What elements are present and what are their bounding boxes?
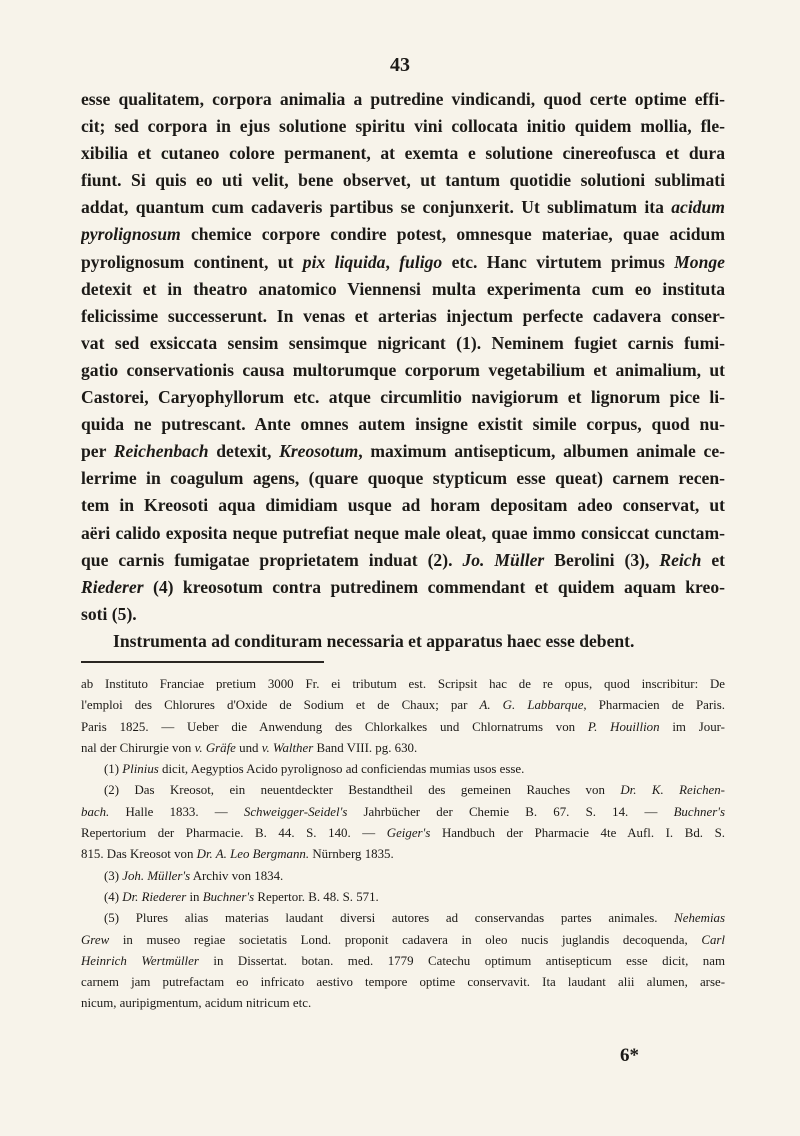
emphasis: fuligo bbox=[399, 251, 443, 272]
footnote-line: Repertorium der Pharmacie. B. 44. S. 140. — Geiger's Handbuch der Pharmacie 4te Aufl. I. Bd. S. bbox=[81, 826, 725, 841]
text-line: per Reichenbach detexit, Kreosotum, maximum antisepticum, albumen animale ce- bbox=[81, 441, 725, 462]
text-line: lerrime in coagulum agens, (quare quoque stypticum esse queat) carnem recen- bbox=[81, 468, 725, 489]
emphasis: Schweigger-Seidel's bbox=[243, 804, 348, 819]
footnote-line: (2) Das Kreosot, ein neuentdeckter Bestandtheil des gemeinen Rauches von Dr. K. Reichen- bbox=[104, 783, 725, 798]
text-line: Riederer (4) kreosotum contra putredinem commendant et quidem aquam kreo- bbox=[81, 576, 725, 597]
emphasis: Joh. Müller's bbox=[122, 868, 191, 883]
text-line: vat sed exsiccata sensim sensimque nigricant (1). Neminem fugiet carnis fumi- bbox=[81, 332, 725, 353]
emphasis: Geiger's bbox=[386, 826, 431, 841]
text-line: felicissime successerunt. In venas et arterias injectum perfecte cadavera conser- bbox=[81, 305, 725, 326]
footnote-line: l'emploi des Chlorures d'Oxide de Sodium et de Chaux; par A. G. Labbarque, Pharmacien de Paris. bbox=[81, 698, 725, 713]
emphasis: Plinius bbox=[122, 762, 159, 777]
footnote-line: ab Instituto Franciae pretium 3000 Fr. ei tributum est. Scripsit hac de re opus, quod inscribitur: De bbox=[81, 677, 725, 691]
emphasis: acidum bbox=[671, 197, 725, 218]
emphasis: v. Gräfe bbox=[194, 740, 236, 755]
page-number: 43 bbox=[390, 54, 410, 76]
emphasis: Dr. Riederer bbox=[122, 889, 187, 904]
text-line: fiunt. Si quis eo uti velit, bene observet, ut tantum quotidie solutioni sublimati bbox=[81, 170, 725, 191]
emphasis: Dr. A. Leo Bergmann. bbox=[196, 847, 310, 862]
text-line: soti (5). bbox=[81, 603, 137, 624]
emphasis: bach. bbox=[81, 804, 110, 819]
footnote-line: 815. Das Kreosot von Dr. A. Leo Bergmann. Nürnberg 1835. bbox=[81, 847, 394, 862]
text-line: xibilia et cutaneo colore permanent, at exemta e solutione cinereofusca et dura bbox=[81, 143, 725, 164]
footnote-line: (4) Dr. Riederer in Buchner's Repertor. B. 48. S. 571. bbox=[104, 889, 379, 904]
footnote-line: bach. Halle 1833. — Schweigger-Seidel's Jahrbücher der Chemie B. 67. S. 14. — Buchner's bbox=[81, 804, 725, 819]
footnote-line: (1) Plinius dicit, Aegyptios Acido pyrolignoso ad conficiendas mumias usos esse. bbox=[104, 762, 525, 777]
text-line: detexit et in theatro anatomico Viennensi multa experimenta cum eo instituta bbox=[81, 278, 725, 299]
emphasis: pyrolignosum bbox=[81, 224, 181, 245]
main-text bbox=[81, 86, 725, 655]
text-line: Instrumenta ad condituram necessaria et apparatus haec esse debent. bbox=[113, 630, 635, 651]
text-line: addat, quantum cum cadaveris partibus se conjunxerit. Ut sublimatum ita acidum bbox=[81, 197, 725, 218]
emphasis: Buchner's bbox=[673, 804, 725, 819]
emphasis: Reich bbox=[659, 549, 702, 570]
emphasis: Jo. Müller bbox=[462, 549, 545, 570]
footnote-line: (5) Plures alias materias laudant diversi autores ad conservandas partes animales. Nehemias bbox=[104, 911, 725, 926]
text-line: cit; sed corpora in ejus solutione spiritu vini collocata initio quidem mollia, fle- bbox=[81, 116, 725, 137]
footnote-line: Paris 1825. — Ueber die Anwendung des Chlorkalkes und Chlornatrums von P. Houillion im Jour- bbox=[81, 719, 725, 734]
footnote-line: carnem jam putrefactam eo infricato aestivo tempore optime conservavit. Ita laudant alii alumen, arse- bbox=[81, 975, 725, 990]
text-line: gatio conservationis causa multorumque corporum vegetabilium et animalium, ut bbox=[81, 359, 725, 380]
emphasis: v. Walther bbox=[261, 740, 314, 755]
emphasis: Kreosotum bbox=[279, 441, 359, 462]
emphasis: A. G. Labbarque bbox=[479, 698, 584, 713]
footnote-divider bbox=[81, 661, 324, 663]
emphasis: Monge bbox=[674, 251, 725, 272]
emphasis: Buchner's bbox=[202, 889, 255, 904]
emphasis: Nehemias bbox=[674, 911, 725, 926]
footnote-line: nal der Chirurgie von v. Gräfe und v. Walther Band VIII. pg. 630. bbox=[81, 740, 418, 755]
text-line: Castorei, Caryophyllorum etc. atque circumlitio navigiorum et lignorum pice li- bbox=[81, 387, 725, 408]
text-line: pyrolignosum chemice corpore condire potest, omnesque materiae, quae acidum bbox=[81, 224, 725, 245]
text-line: que carnis fumigatae proprietatem induat (2). Jo. Müller Berolini (3), Reich et bbox=[81, 549, 725, 570]
footnote-line: (3) Joh. Müller's Archiv von 1834. bbox=[104, 868, 284, 883]
footnote-line: Heinrich Wertmüller in Dissertat. botan. med. 1779 Catechu optimum antisepticum esse dicit, nam bbox=[81, 953, 725, 968]
text-line: esse qualitatem, corpora animalia a putredine vindicandi, quod certe optime effi- bbox=[81, 89, 725, 109]
text-line: pyrolignosum continent, ut pix liquida, fuligo etc. Hanc virtutem primus Monge bbox=[81, 251, 725, 272]
text-line: tem in Kreosoti aqua dimidiam usque ad horam depositam adeo conservat, ut bbox=[81, 495, 725, 516]
footnote-line: nicum, auripigmentum, acidum nitricum etc. bbox=[81, 996, 312, 1011]
text-line: quida ne putrescant. Ante omnes autem insigne existit simile corpus, quod nu- bbox=[81, 414, 725, 435]
footnotes bbox=[81, 674, 725, 1015]
emphasis: Carl bbox=[701, 932, 725, 947]
emphasis: Heinrich Wertmüller bbox=[81, 953, 199, 968]
emphasis: Dr. K. Reichen- bbox=[620, 783, 725, 798]
footnote-line: Grew in museo regiae societatis Lond. proponit cadavera in oleo nucis juglandis decoquenda, Carl bbox=[81, 932, 725, 947]
signature-mark: 6* bbox=[620, 1045, 639, 1066]
emphasis: P. Houillion bbox=[587, 719, 660, 734]
emphasis: Reichenbach bbox=[113, 441, 209, 462]
emphasis: Grew bbox=[81, 932, 110, 947]
emphasis: Riederer bbox=[81, 576, 144, 597]
emphasis: pix liquida bbox=[302, 251, 386, 272]
text-line: aëri calido exposita neque putrefiat neque male oleat, quae immo consiccat cunctam- bbox=[81, 522, 725, 543]
